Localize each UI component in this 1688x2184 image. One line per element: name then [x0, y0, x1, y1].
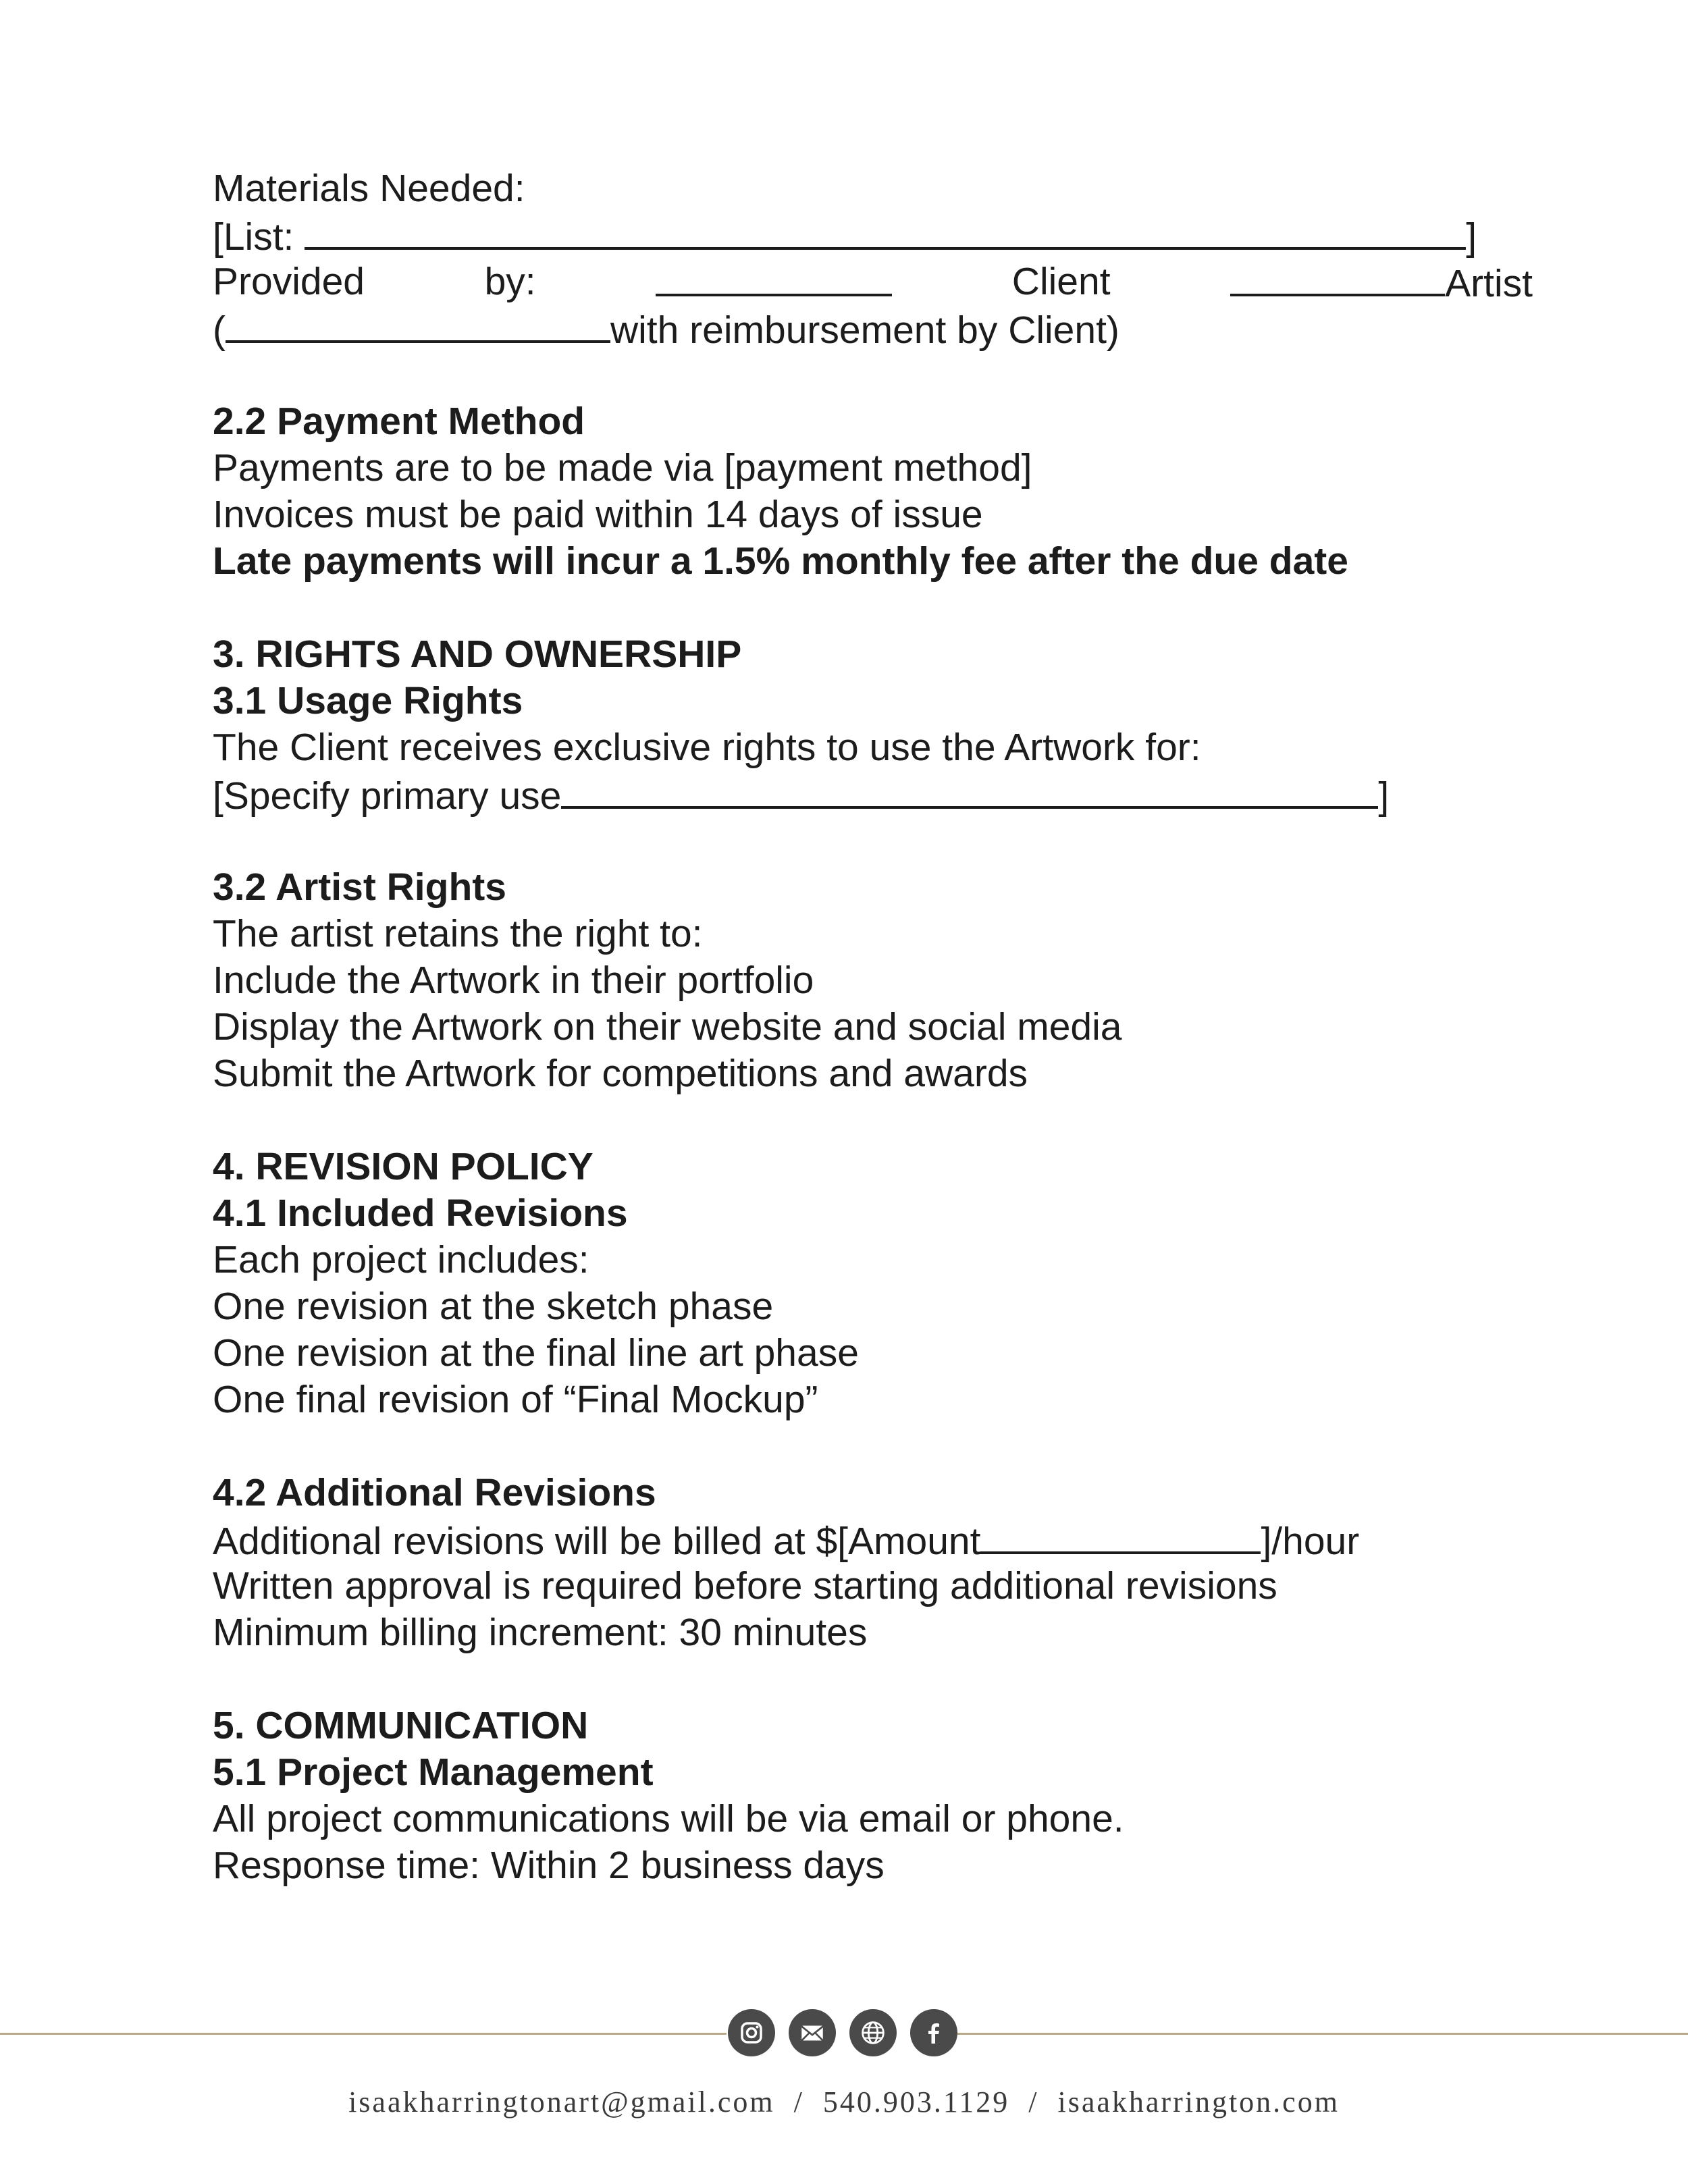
additional-line: Minimum billing increment: 30 minutes — [213, 1611, 868, 1654]
contact-separator: / — [793, 2085, 804, 2119]
contact-phone[interactable]: 540.903.1129 — [822, 2085, 1010, 2119]
artist-rights-line: The artist retains the right to: — [213, 912, 703, 955]
contact-website[interactable]: isaakharrington.com — [1057, 2085, 1340, 2119]
materials-label: Materials Needed: — [213, 167, 525, 210]
mail-icon[interactable] — [789, 2009, 836, 2056]
revision-heading: 4. REVISION POLICY — [213, 1145, 594, 1188]
contact-email[interactable]: isaakharringtonart@gmail.com — [348, 2085, 775, 2119]
contact-line — [0, 2085, 1688, 2119]
specify-use-blank[interactable] — [561, 771, 1378, 809]
footer-divider-left — [0, 2033, 727, 2035]
reimbursement-line: ( with reimbursement by Client) — [213, 305, 1563, 352]
artist-rights-line: Submit the Artwork for competitions and awards — [213, 1052, 1028, 1095]
communication-line: All project communications will be via email or phone. — [213, 1797, 1124, 1840]
globe-icon[interactable] — [849, 2009, 897, 2056]
additional-revisions-heading: 4.2 Additional Revisions — [213, 1471, 656, 1514]
facebook-icon[interactable] — [910, 2009, 957, 2056]
payment-line: Payments are to be made via [payment method] — [213, 446, 1032, 489]
contact-separator: / — [1028, 2085, 1039, 2119]
project-management-heading: 5.1 Project Management — [213, 1751, 654, 1794]
late-fee-line: Late payments will incur a 1.5% monthly fee after the due date — [213, 539, 1348, 583]
payment-heading: 2.2 Payment Method — [213, 400, 585, 443]
communication-line: Response time: Within 2 business days — [213, 1844, 885, 1887]
usage-line: The Client receives exclusive rights to use the Artwork for: — [213, 726, 1201, 769]
artist-rights-line: Display the Artwork on their website and social media — [213, 1005, 1122, 1048]
included-line: One final revision of “Final Mockup” — [213, 1378, 818, 1421]
communication-heading: 5. COMMUNICATION — [213, 1704, 589, 1747]
instagram-icon[interactable] — [728, 2009, 775, 2056]
artist-blank[interactable] — [1230, 259, 1445, 296]
included-line: Each project includes: — [213, 1238, 589, 1281]
reimbursement-blank[interactable] — [226, 305, 610, 343]
artist-rights-heading: 3.2 Artist Rights — [213, 865, 506, 909]
usage-rights-heading: 3.1 Usage Rights — [213, 679, 523, 722]
payment-line: Invoices must be paid within 14 days of issue — [213, 493, 983, 536]
materials-list-line: [List: ] — [213, 212, 1563, 259]
artist-rights-line: Include the Artwork in their portfolio — [213, 959, 814, 1002]
provided-by-line: Provided by: Client Artist — [213, 260, 1533, 305]
included-line: One revision at the final line art phase — [213, 1331, 859, 1375]
list-blank[interactable] — [305, 212, 1466, 250]
footer-divider-right — [952, 2033, 1688, 2035]
social-icons — [728, 2009, 957, 2056]
amount-blank[interactable] — [980, 1516, 1261, 1554]
contract-page — [213, 165, 1563, 1889]
rights-heading: 3. RIGHTS AND OWNERSHIP — [213, 633, 742, 676]
amount-line: Additional revisions will be billed at $[Amount ]/hour — [213, 1516, 1563, 1563]
client-blank[interactable] — [656, 259, 892, 296]
specify-use-line: [Specify primary use ] — [213, 771, 1563, 818]
included-revisions-heading: 4.1 Included Revisions — [213, 1192, 628, 1235]
additional-line: Written approval is required before starting additional revisions — [213, 1564, 1277, 1607]
included-line: One revision at the sketch phase — [213, 1285, 774, 1328]
